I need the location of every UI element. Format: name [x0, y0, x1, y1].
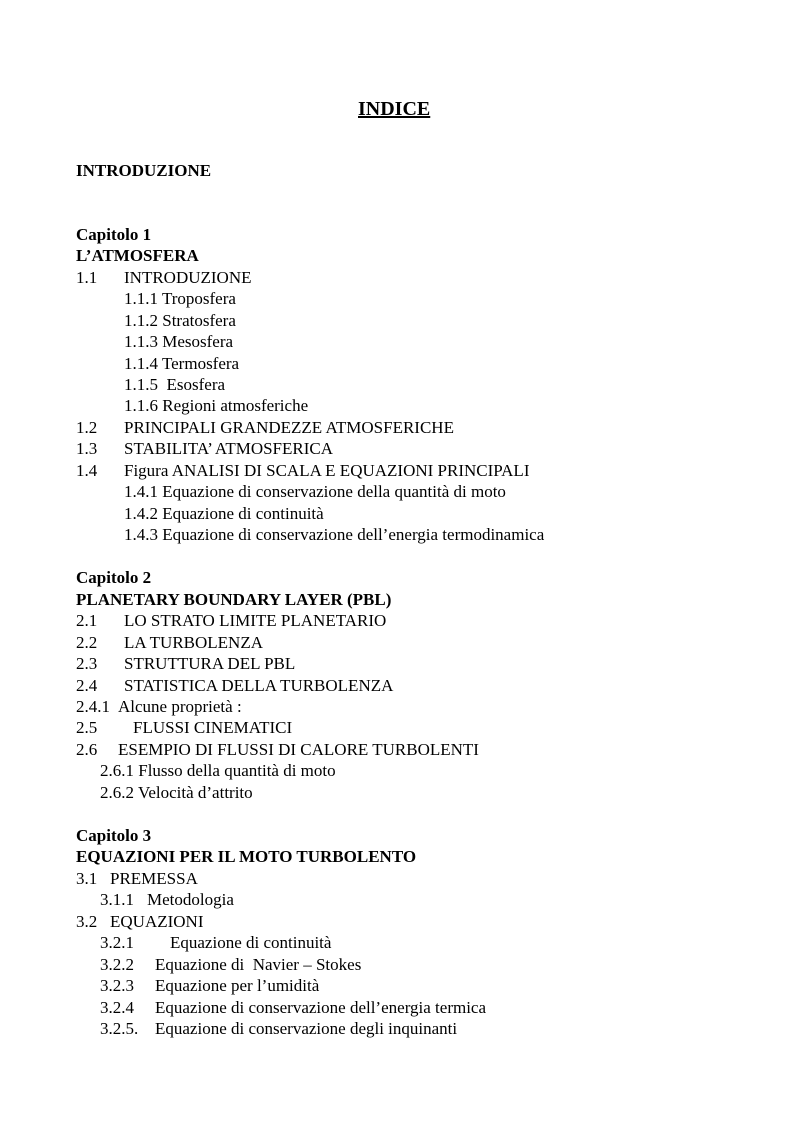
- toc-entry: 2.6.1 Flusso della quantità di moto: [100, 761, 336, 780]
- toc-entry: LO STRATO LIMITE PLANETARIO: [124, 611, 387, 630]
- chapter-2-label: Capitolo 2: [76, 568, 152, 587]
- toc-number: 1.3: [76, 439, 98, 458]
- toc-number: 2.6: [76, 740, 98, 759]
- toc-entry: STATISTICA DELLA TURBOLENZA: [124, 676, 394, 695]
- toc-number: 1.2: [76, 418, 98, 437]
- chapter-3-label: Capitolo 3: [76, 826, 152, 845]
- toc-number: 2.4.1: [76, 697, 110, 716]
- toc-entry: 1.1.2 Stratosfera: [124, 311, 236, 330]
- toc-number: 3.1.1: [100, 890, 134, 909]
- toc-number: 2.3: [76, 654, 98, 673]
- toc-entry: Equazione di conservazione degli inquinanti: [155, 1019, 458, 1038]
- toc-entry: EQUAZIONI: [110, 912, 204, 931]
- toc-entry: FLUSSI CINEMATICI: [133, 718, 293, 737]
- toc-entry: STRUTTURA DEL PBL: [124, 654, 296, 673]
- toc-entry: Figura ANALISI DI SCALA E EQUAZIONI PRINCIPALI: [124, 461, 530, 480]
- toc-entry: 1.4.1 Equazione di conservazione della quantità di moto: [124, 482, 506, 501]
- toc-entry: 1.4.3 Equazione di conservazione dell’energia termodinamica: [124, 525, 545, 544]
- chapter-2-title: PLANETARY BOUNDARY LAYER (PBL): [76, 590, 392, 609]
- toc-number: 3.2.3: [100, 976, 134, 995]
- toc-number: 3.2.2: [100, 955, 134, 974]
- introduction-heading: INTRODUZIONE: [76, 161, 212, 180]
- toc-entry: 1.1.3 Mesosfera: [124, 332, 234, 351]
- toc-entry: PRINCIPALI GRANDEZZE ATMOSFERICHE: [124, 418, 454, 437]
- toc-entry: 1.1.6 Regioni atmosferiche: [124, 396, 309, 415]
- chapter-3-title: EQUAZIONI PER IL MOTO TURBOLENTO: [76, 847, 417, 866]
- toc-entry: 1.4.2 Equazione di continuità: [124, 504, 324, 523]
- toc-entry: Equazione di continuità: [170, 933, 332, 952]
- chapter-1-label: Capitolo 1: [76, 225, 152, 244]
- toc-entry: Equazione di Navier – Stokes: [155, 955, 362, 974]
- toc-number: 3.2.1: [100, 933, 134, 952]
- toc-number: 2.2: [76, 633, 98, 652]
- toc-number: 2.5: [76, 718, 98, 737]
- toc-entry: Equazione per l’umidità: [155, 976, 320, 995]
- toc-number: 2.4: [76, 676, 98, 695]
- toc-number: 3.2.5.: [100, 1019, 139, 1038]
- toc-entry: LA TURBOLENZA: [124, 633, 263, 652]
- toc-entry: Alcune proprietà :: [118, 697, 242, 716]
- toc-entry: STABILITA’ ATMOSFERICA: [124, 439, 334, 458]
- toc-entry: Equazione di conservazione dell’energia termica: [155, 998, 487, 1017]
- toc-entry: INTRODUZIONE: [124, 268, 252, 287]
- toc-number: 2.1: [76, 611, 98, 630]
- toc-entry: 1.1.5 Esosfera: [124, 375, 226, 394]
- toc-number: 1.4: [76, 461, 98, 480]
- toc-number: 3.2.4: [100, 998, 134, 1017]
- toc-entry: 1.1.1 Troposfera: [124, 289, 236, 308]
- toc-entry: ESEMPIO DI FLUSSI DI CALORE TURBOLENTI: [118, 740, 479, 759]
- toc-entry: PREMESSA: [110, 869, 198, 888]
- chapter-1-title: L’ATMOSFERA: [76, 246, 199, 265]
- page-title: INDICE: [358, 98, 431, 120]
- toc-number: 3.2: [76, 912, 98, 931]
- toc-number: 3.1: [76, 869, 98, 888]
- toc-entry: 1.1.4 Termosfera: [124, 354, 240, 373]
- toc-entry: Metodologia: [147, 890, 234, 909]
- toc-number: 1.1: [76, 268, 98, 287]
- toc-entry: 2.6.2 Velocità d’attrito: [100, 783, 253, 802]
